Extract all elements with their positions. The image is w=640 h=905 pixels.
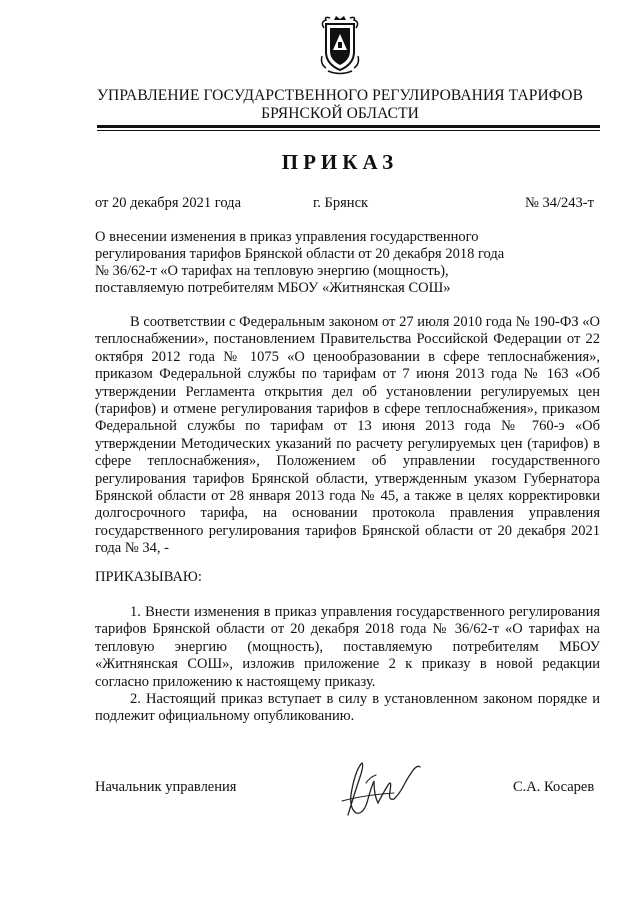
subject-line: регулирования тарифов Брянской области от 20 декабря 2018 года [95,246,505,262]
order-city: г. Брянск [313,195,369,211]
order-item: 2. Настоящий приказ вступает в силу в установленном законом порядке и подлежит официальному опубликованию. [95,691,600,725]
order-number: № 34/243-т [525,195,594,211]
header-divider-thick [97,125,600,128]
org-name-line2: БРЯНСКОЙ ОБЛАСТИ [261,105,419,122]
preamble-paragraph: В соответствии с Федеральным законом от 27 июля 2010 года № 190-ФЗ «О теплоснабжении», постановлением Правительства Российской Федерации от 22 октября 2012 года № 1075 «О ценообразовании в сфере теплоснабжения», приказом Федеральной службы по тарифам от 7 июня 2013 года № 163 «Об утверждении Регламента открытия дел об установлении регулируемых цен (тарифов) и отмене регулирования тарифов в сфере теплоснабжения», приказом Федеральной службы по тарифам от 13 июня 2013 года № 760-э «Об утверждении Методических указаний по расчету регулируемых цен (тарифов) в сфере теплоснабжения», Положением об управлении государственного регулирования тарифов Брянской области, утвержденным указом Губернатора Брянской области от 28 января 2013 года № 45, а также в целях корректировки долгосрочного тарифа, на основании протокола правления управления государственного регулирования тарифов Брянской области от 20 декабря 2021 года № 34, - [95,314,600,557]
order-items [95,604,600,726]
handwritten-signature [334,755,426,823]
org-name-line1: УПРАВЛЕНИЕ ГОСУДАРСТВЕННОГО РЕГУЛИРОВАНИЯ ТАРИФОВ [96,87,584,104]
signatory-position: Начальник управления [95,779,237,795]
order-preamble [95,314,600,558]
order-item: 1. Внести изменения в приказ управления государственного регулирования тарифов Брянской области от 20 декабря 2018 года № 36/62-т «О тарифах на тепловую энергию (мощность), поставляемую потребителям МБОУ «Житнянская СОШ», изложив приложение 2 к приказу в новой редакции согласно приложению к настоящему приказу. [95,604,600,690]
subject-line: поставляемую потребителям МБОУ «Житнянская СОШ» [95,280,451,296]
order-subject [95,229,505,297]
order-date: от 20 декабря 2021 года [95,195,241,211]
subject-line: О внесении изменения в приказ управления государственного [95,229,479,245]
header-divider-thin [97,130,600,131]
signatory-name: С.А. Косарев [513,779,595,795]
subject-line: № 36/62-т «О тарифах на тепловую энергию (мощность), [95,263,449,279]
coat-of-arms-icon [316,14,364,76]
decree-word: ПРИКАЗЫВАЮ: [95,569,202,585]
document-title: ПРИКАЗ [281,150,399,174]
